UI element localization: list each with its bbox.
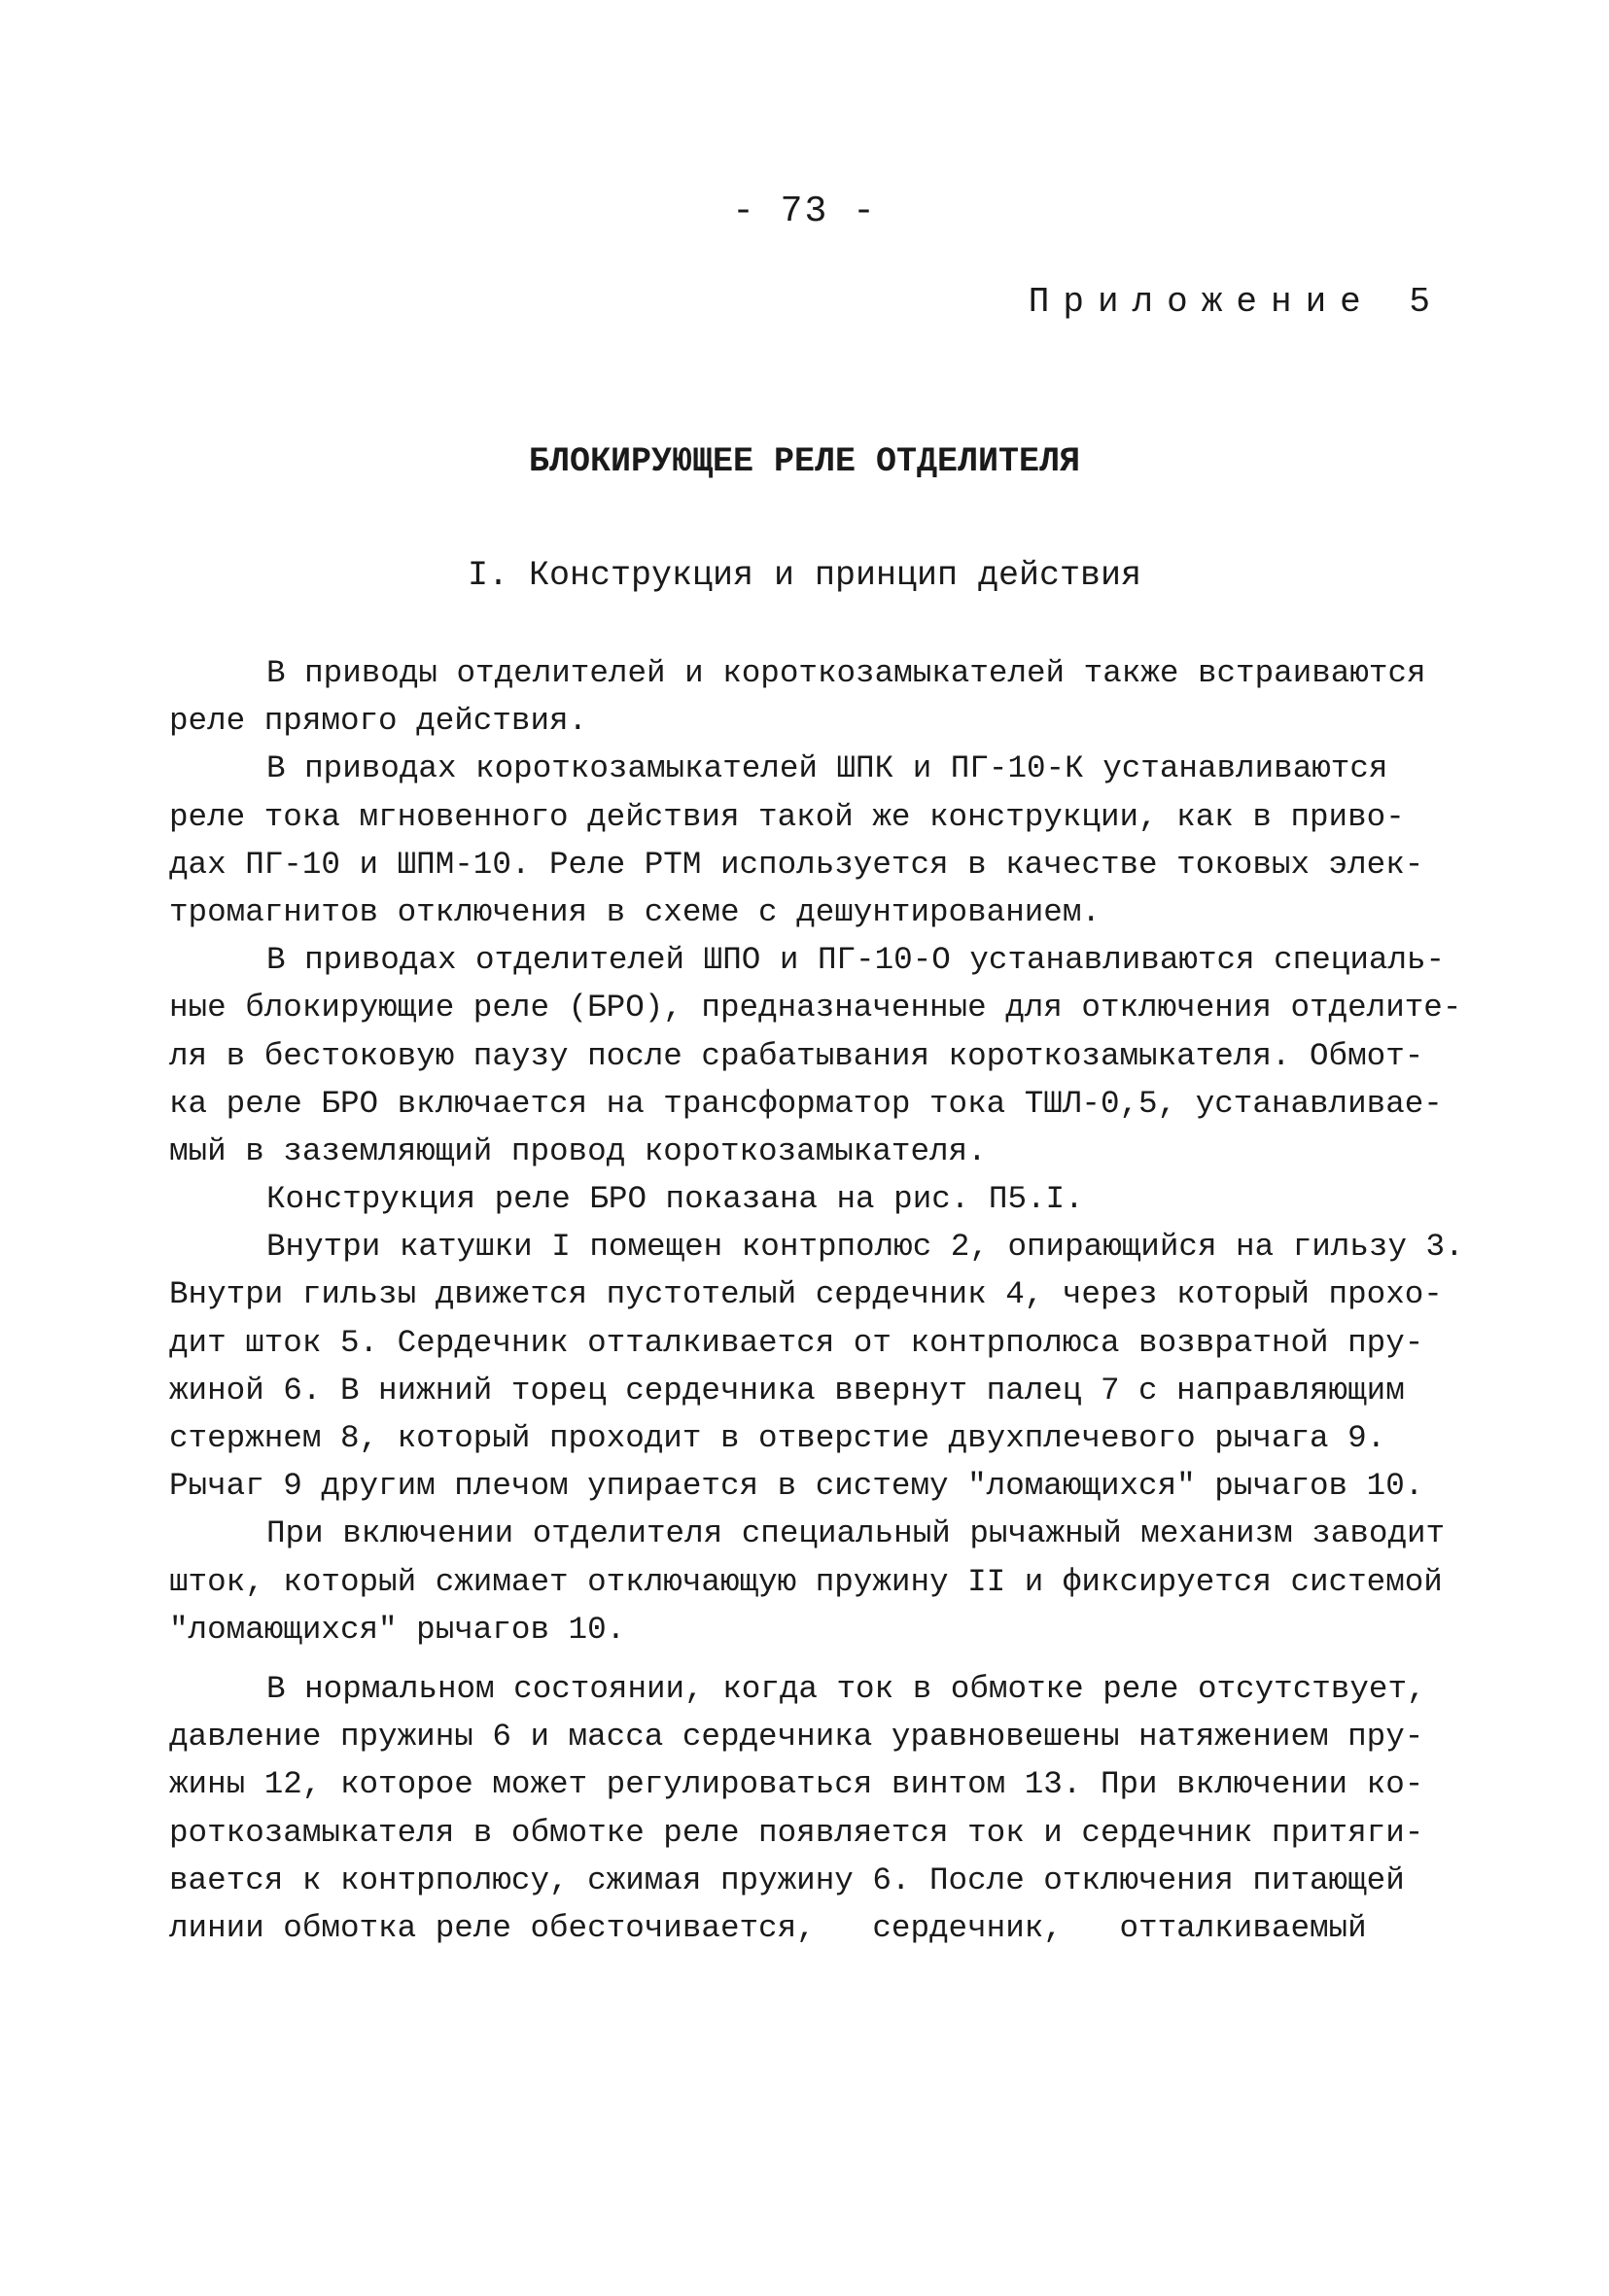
text-line: В приводы отделителей и короткозамыкателей также встраиваются	[266, 655, 1426, 691]
text-line: вается к контрполюсу, сжимая пружину 6. После отключения питающей	[169, 1861, 1405, 1898]
text-line: В приводах короткозамыкателей ШПК и ПГ-10-К устанавливаются	[266, 750, 1388, 787]
text-line: дах ПГ-10 и ШПМ-10. Реле РТМ используется в качестве токовых элек-	[169, 846, 1424, 883]
text-line: дит шток 5. Сердечник отталкивается от контрполюса возвратной пру-	[169, 1324, 1424, 1361]
page-number: - 73 -	[732, 191, 877, 232]
text-line: Внутри гильзы движется пустотелый сердечник 4, через который прохо-	[169, 1276, 1443, 1313]
text-line: шток, который сжимает отключающую пружину II и фиксируется системой	[169, 1563, 1443, 1600]
text-line: ля в бестоковую паузу после срабатывания короткозамыкателя. Обмот-	[169, 1037, 1424, 1074]
text-line: стержнем 8, который проходит в отверстие двухплечевого рычага 9.	[169, 1420, 1386, 1456]
text-line: При включении отделителя специальный рычажный механизм заводит	[266, 1515, 1446, 1552]
body-text	[169, 649, 1511, 1952]
text-line: В приводах отделителей ШПО и ПГ-10-О устанавливаются специаль-	[266, 942, 1446, 979]
document-title: БЛОКИРУЮЩЕЕ РЕЛЕ ОТДЕЛИТЕЛЯ	[528, 442, 1081, 481]
text-line: реле прямого действия.	[169, 703, 588, 740]
text-line: ные блокирующие реле (БРО), предназначенные для отключения отделите-	[169, 990, 1462, 1026]
text-line: реле тока мгновенного действия такой же конструкции, как в приво-	[169, 798, 1405, 835]
text-line: линии обмотка реле обесточивается, сердечник, отталкиваемый	[169, 1909, 1367, 1946]
text-line: давление пружины 6 и масса сердечника уравновешены натяжением пру-	[169, 1719, 1424, 1756]
text-line: мый в заземляющий провод короткозамыкателя.	[169, 1132, 987, 1169]
text-line: тромагнитов отключения в схеме с дешунтированием.	[169, 893, 1101, 930]
appendix-label: Приложение 5	[1028, 282, 1444, 322]
text-line: Конструкция реле БРО показана на рис. П5.I.	[266, 1181, 1084, 1218]
text-line: ка реле БРО включается на трансформатор тока ТШЛ-0,5, устанавливае-	[169, 1085, 1443, 1122]
text-line: роткозамыкателя в обмотке реле появляется ток и сердечник притяги-	[169, 1814, 1424, 1851]
text-line: жиной 6. В нижний торец сердечника ввернут палец 7 с направляющим	[169, 1372, 1405, 1409]
text-line: "ломающихся" рычагов 10.	[169, 1611, 626, 1648]
text-line: В нормальном состоянии, когда ток в обмотке реле отсутствует,	[266, 1670, 1426, 1707]
text-line: жины 12, которое может регулироваться винтом 13. При включении ко-	[169, 1766, 1424, 1803]
text-line: Внутри катушки I помещен контрполюс 2, опирающийся на гильзу 3.	[266, 1229, 1464, 1266]
text-line: Рычаг 9 другим плечом упирается в систему "ломающихся" рычагов 10.	[169, 1468, 1424, 1505]
section-heading: I. Конструкция и принцип действия	[467, 556, 1142, 595]
